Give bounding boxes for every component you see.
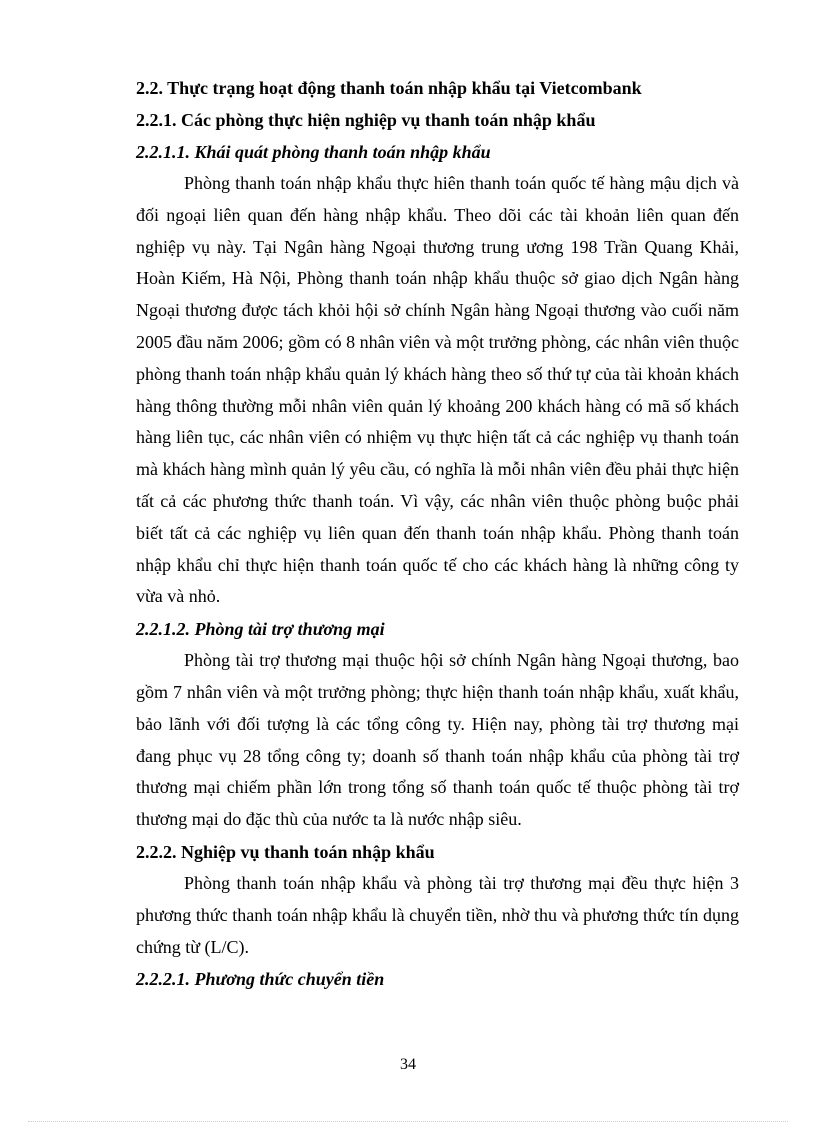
page-bottom-divider xyxy=(28,1121,788,1122)
section-heading-2-2: 2.2. Thực trạng hoạt động thanh toán nhập khẩu tại Vietcombank xyxy=(136,78,642,98)
page-content xyxy=(136,72,739,995)
paragraph-payment-methods: Phòng thanh toán nhập khẩu và phòng tài trợ thương mại đều thực hiện 3 phương thức thanh toán nhập khẩu là chuyển tiền, nhờ thu và phương thức tín dụng chứng từ (L/C). xyxy=(136,872,739,957)
page-number: 34 xyxy=(400,1056,416,1073)
section-heading-2-2-2: 2.2.2. Nghiệp vụ thanh toán nhập khẩu xyxy=(136,841,435,862)
subsection-heading-2-2-1-1: 2.2.1.1. Khái quát phòng thanh toán nhập khẩu xyxy=(136,142,491,162)
paragraph-import-payment-department: Phòng thanh toán nhập khẩu thực hiên thanh toán quốc tế hàng mậu dịch và đối ngoại liên quan đến hàng nhập khẩu. Theo dõi các tài khoản liên quan đến nghiệp vụ này. Tại Ngân hàng Ngoại thương trung ương 198 Trần Quang Khải, Hoàn Kiếm, Hà Nội, Phòng thanh toán nhập khẩu thuộc sở giao dịch Ngân hàng Ngoại thương được tách khỏi hội sở chính Ngân hàng Ngoại thương vào cuối năm 2005 đầu năm 2006; gồm có 8 nhân viên và một trưởng phòng, các nhân viên thuộc phòng thanh toán nhập khẩu quản lý khách hàng theo số thứ tự của tài khoản khách hàng thông thường mỗi nhân viên quản lý khoảng 200 khách hàng có mã số khách hàng liên tục, các nhân viên có nhiệm vụ thực hiện tất cả các nghiệp vụ thanh toán mà khách hàng mình quản lý yêu cầu, có nghĩa là mỗi nhân viên đều phải thực hiện tất cả các phương thức thanh toán. Vì vậy, các nhân viên thuộc phòng buộc phải biết tất cả các nghiệp vụ liên quan đến thanh toán nhập khẩu. Phòng thanh toán nhập khẩu chỉ thực hiện thanh toán quốc tế cho các khách hàng là những công ty vừa và nhỏ. xyxy=(136,173,739,607)
subsection-heading-2-2-1-2: 2.2.1.2. Phòng tài trợ thương mại xyxy=(136,619,385,640)
paragraph-trade-finance-department: Phòng tài trợ thương mại thuộc hội sở chính Ngân hàng Ngoại thương, bao gồm 7 nhân viên và một trưởng phòng; thực hiện thanh toán nhập khẩu, xuất khẩu, bảo lãnh với đối tượng là các tổng công ty. Hiện nay, phòng tài trợ thương mại đang phục vụ 28 tổng công ty; doanh số thanh toán nhập khẩu của phòng tài trợ thương mại chiếm phần lớn trong tổng số thanh toán quốc tế thuộc phòng tài trợ thương mại do đặc thù của nước ta là nước nhập siêu. xyxy=(136,650,739,830)
subsection-heading-2-2-2-1: 2.2.2.1. Phương thức chuyển tiền xyxy=(136,969,385,990)
section-heading-2-2-1: 2.2.1. Các phòng thực hiện nghiệp vụ thanh toán nhập khẩu xyxy=(136,110,596,130)
